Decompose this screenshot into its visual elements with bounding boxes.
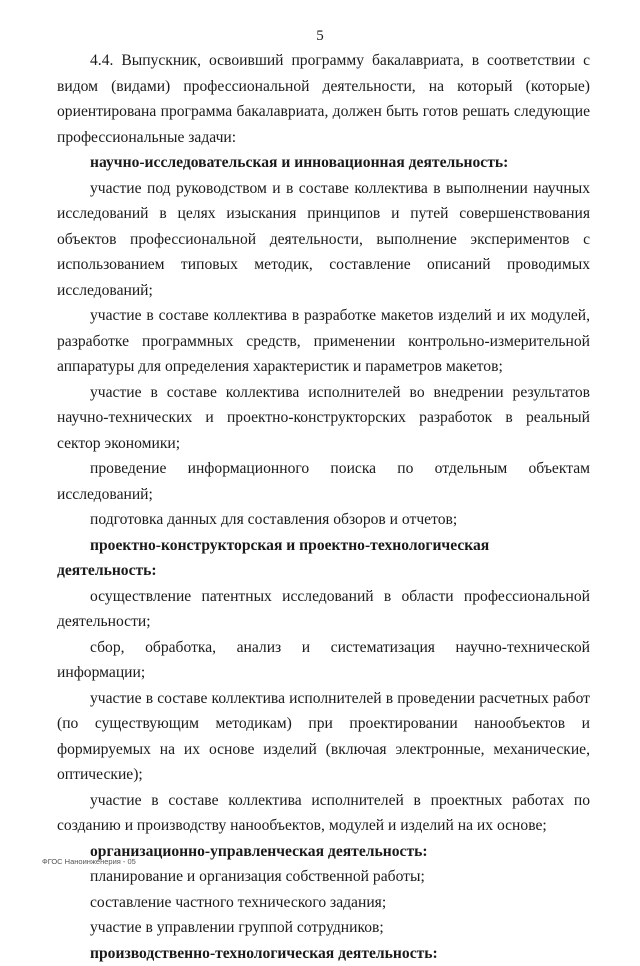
list-item: участие в составе коллектива исполнителей в проектных работах по созданию и производству нанообъектов, модулей и изделий на их основе; [57, 788, 590, 839]
list-item: подготовка данных для составления обзоров и отчетов; [57, 507, 590, 533]
list-item: участие в составе коллектива исполнителей во внедрении результатов научно-технических и проектно-конструкторских разработок в реальный сектор экономики; [57, 380, 590, 457]
list-item: участие в составе коллектива исполнителей в проведении расчетных работ (по существующим методикам) при проектировании нанообъектов и формируемых на их основе изделий (включая электронные, механические, оптические); [57, 686, 590, 788]
section-management [57, 839, 590, 941]
document-body [57, 48, 590, 966]
section-production [57, 941, 590, 966]
section-heading: научно-исследовательская и инновационная деятельность: [57, 150, 590, 176]
list-item: составление частного технического задания; [57, 890, 590, 916]
section-heading: проектно-конструкторская и проектно-технологическая деятельность: [57, 533, 590, 584]
list-item: сбор, обработка, анализ и систематизация научно-технической информации; [57, 635, 590, 686]
list-item: планирование и организация собственной работы; [57, 864, 590, 890]
intro-paragraph: 4.4. Выпускник, освоивший программу бакалавриата, в соответствии с видом (видами) профессиональной деятельности, на который (которые) ориентирована программа бакалавриата, должен быть готов решать следующие профессиональные задачи: [57, 48, 590, 150]
page-footer: ФГОС Наноинженерия - 05 [42, 857, 136, 866]
list-item: участие в составе коллектива в разработке макетов изделий и их модулей, разработке программных средств, применении контрольно-измерительной аппаратуры для определения характеристик и параметров макетов; [57, 303, 590, 380]
page-number: 5 [0, 28, 640, 45]
list-item: проведение информационного поиска по отдельным объектам исследований; [57, 456, 590, 507]
list-item: осуществление патентных исследований в области профессиональной деятельности; [57, 584, 590, 635]
list-item: участие в управлении группой сотрудников; [57, 915, 590, 941]
section-heading: производственно-технологическая деятельность: [57, 941, 590, 966]
section-research [57, 150, 590, 533]
section-heading: организационно-управленческая деятельность: [57, 839, 590, 865]
section-design [57, 533, 590, 839]
list-item: участие под руководством и в составе коллектива в выполнении научных исследований в целях изыскания принципов и путей совершенствования объектов профессиональной деятельности, выполнение экспериментов с использованием типовых методик, составление описаний проводимых исследований; [57, 176, 590, 304]
